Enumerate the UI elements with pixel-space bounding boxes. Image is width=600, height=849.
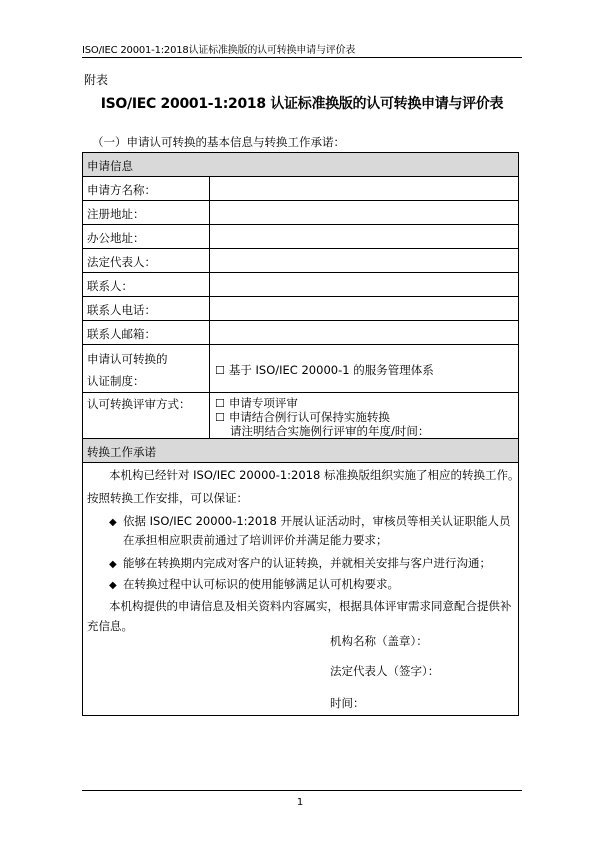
diamond-bullet-icon: ◆ [109,580,117,591]
field-label: 联系人： [87,279,133,293]
system-label-line2: 认证制度： [87,374,145,388]
field-label: 申请方名称： [87,183,156,197]
commitment-bullet-1 [109,513,510,529]
review-method-label: 认可转换评审方式： [87,397,191,411]
checkbox-icon[interactable]: ☐ [215,397,225,410]
bullet-1-line2: 在承担相应职责前通过了培训评价并满足能力要求； [123,533,388,547]
form-row [83,273,518,297]
form-row [83,321,518,345]
column-divider [209,249,210,272]
column-divider [209,273,210,296]
commitment-intro-line2: 按照转换工作安排，可以保证： [87,491,248,505]
commitment-body [83,463,518,715]
diamond-bullet-icon: ◆ [109,517,117,528]
diamond-bullet-icon: ◆ [109,559,117,570]
form-row [83,297,518,321]
system-option[interactable] [215,362,434,378]
field-label: 法定代表人： [87,255,156,269]
form-row [83,225,518,249]
bullet-1-line1: 依据 ISO/IEC 20000-1:2018 开展认证活动时，审核员等相关认证职能人员 [123,514,511,528]
form-row [83,177,518,201]
commitment-bullet-2 [109,555,491,571]
checkbox-icon[interactable]: ☐ [215,364,225,377]
column-divider [209,297,210,320]
column-divider [209,321,210,344]
bullet-2-text: 能够在转换期内完成对客户的认证转换，并就相关安排与客户进行沟通； [123,556,491,570]
appendix-label: 附表 [84,73,109,87]
commitment-closing-line1: 本机构提供的申请信息及相关资料内容属实，根据具体评审需求同意配合提供补 [109,599,512,613]
field-label: 办公地址： [87,231,145,245]
legal-rep-signature-label: 法定代表人（签字）： [330,664,440,678]
field-label: 联系人电话： [87,303,156,317]
application-form [82,152,519,716]
field-label: 注册地址： [87,207,145,221]
review-option-note: 请注明结合实施例行评审的年度/时间： [230,424,430,438]
column-divider [209,225,210,248]
page-number: 1 [296,797,304,808]
commitment-section-title: 转换工作承诺 [87,445,156,459]
column-divider [209,393,210,438]
column-divider [209,345,210,392]
commitment-closing-line2: 充信息。 [87,619,133,633]
bullet-3-text: 在转换过程中认可标识的使用能够满足认可机构要求。 [123,577,399,591]
field-label: 联系人邮箱： [87,327,156,341]
header-rule [82,57,522,58]
applicant-section-header [83,153,518,177]
commitment-section-header [83,439,518,463]
form-row [83,201,518,225]
date-label: 时间： [330,696,365,710]
document-title: ISO/IEC 20001-1:2018 认证标准换版的认可转换申请与评价表 [100,96,504,112]
running-header: ISO/IEC 20001-1:2018认证标准换版的认可转换申请与评价表 [82,45,356,56]
section-title: （一）申请认可转换的基本信息与转换工作承诺： [92,135,345,149]
commitment-bullet-3 [109,576,399,592]
form-row [83,249,518,273]
certification-system-row [83,345,518,393]
footer-rule [82,790,522,791]
system-option-label: 基于 ISO/IEC 20000-1 的服务管理体系 [228,363,434,377]
review-method-row [83,393,518,439]
applicant-section-title: 申请信息 [87,159,133,173]
review-option-combined-label: 申请结合例行认可保持实施转换 [228,410,390,424]
column-divider [209,201,210,224]
column-divider [209,177,210,200]
checkbox-icon[interactable]: ☐ [215,411,225,424]
org-name-seal-label: 机构名称（盖章）： [330,634,428,648]
system-label-line1: 申请认可转换的 [87,352,168,366]
review-option-special-label: 申请专项评审 [228,396,298,410]
commitment-intro-line1: 本机构已经针对 ISO/IEC 20000-1:2018 标准换版组织实施了相应的转换工作。 [109,468,520,482]
